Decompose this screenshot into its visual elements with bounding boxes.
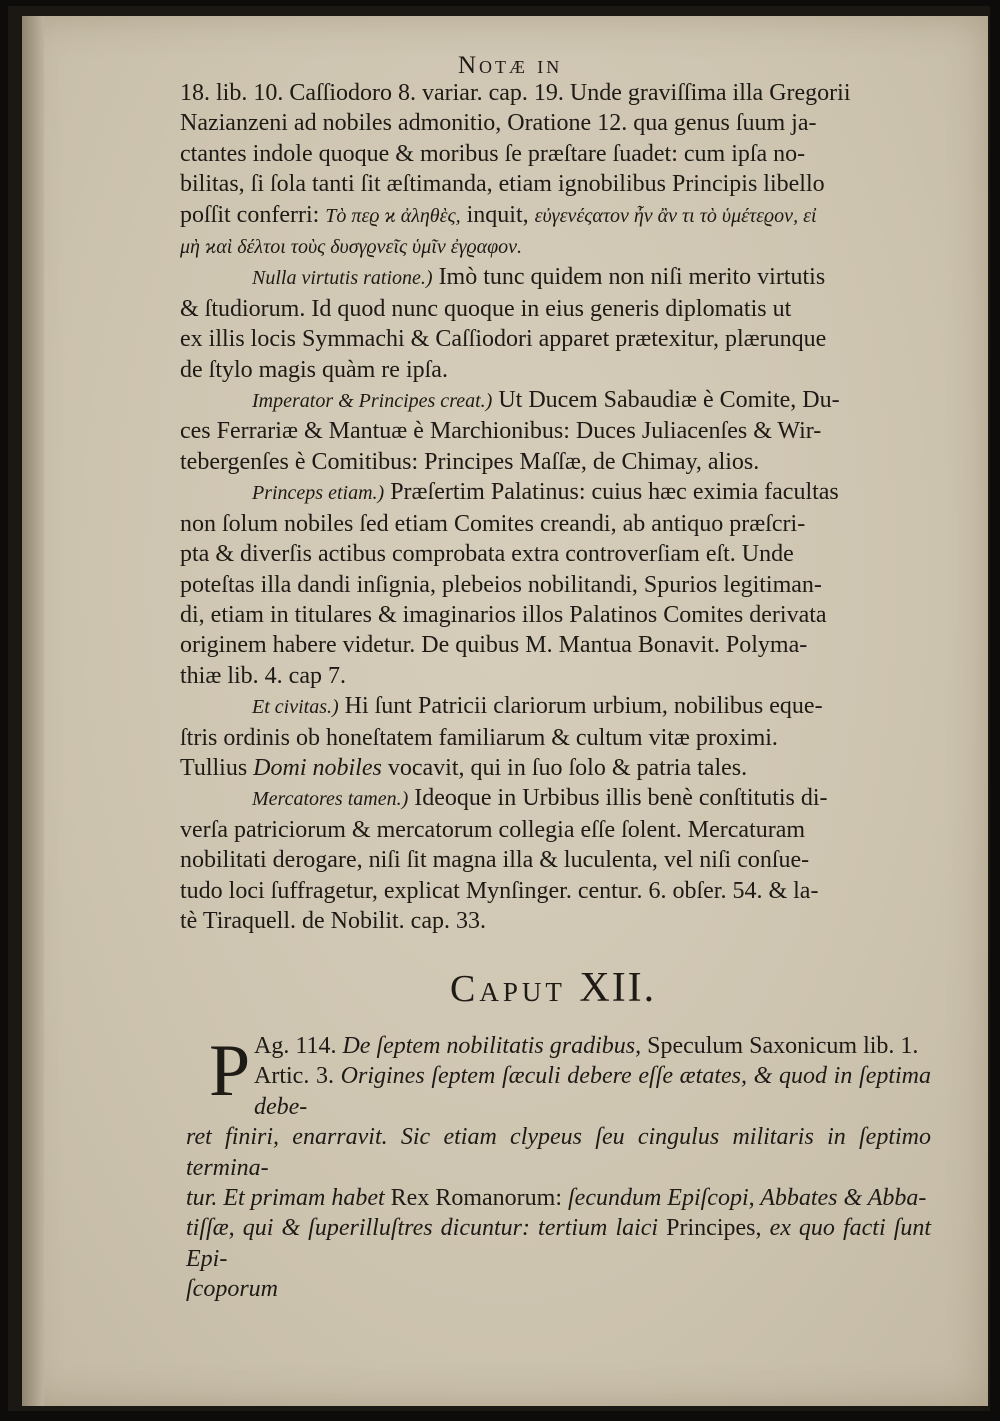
text-line: de ſtylo magis quàm re ipſa. (180, 356, 448, 383)
text-line (186, 1061, 931, 1122)
text-line: tè Tiraquell. de Nobilit. cap. 33. (180, 907, 486, 934)
body-text-section-2 (186, 1031, 931, 1305)
text-line: ces Ferrariæ & Mantuæ è Marchionibus: Duces Juliacenſes & Wir- (180, 418, 822, 445)
italic-fragment: ſecundum Epiſcopi, Abbates & Abba- (568, 1185, 927, 1212)
lemma: Nulla virtutis ratione.) (252, 267, 433, 290)
text-line: Nazianzeni ad nobiles admonitio, Oratione 12. qua genus ſuum ja- (180, 110, 817, 137)
greek-quote: Τὸ πεϱ ϰ ἀληθὲς, (325, 204, 461, 227)
drop-cap: P (209, 1030, 251, 1112)
text-line: ctantes indole quoque & moribus ſe præſtare ſuadet: cum ipſa no- (180, 140, 806, 167)
text-line (180, 262, 930, 293)
lemma: Mercatores tamen.) (252, 788, 409, 811)
text-line: thiæ lib. 4. cap 7. (180, 662, 346, 689)
text-line: poteſtas illa dandi inſignia, plebeios nobilitandi, Spurios legitiman- (180, 571, 822, 598)
text-line: verſa patriciorum & mercatorum collegia eſſe ſolent. Mercaturam (180, 816, 806, 843)
text-line: nobilitati derogare, niſi ſit magna illa & luculenta, vel niſi conſue- (180, 847, 810, 874)
text-line: di, etiam in titulares & imaginarios illos Palatinos Comites derivata (180, 601, 827, 628)
text-line (180, 200, 930, 231)
text-line: tudo loci ſuffragetur, explicat Mynſinger. centur. 6. obſer. 54. & la- (180, 877, 819, 904)
italic-fragment: tiſſæ, qui & ſuperilluſtres dicuntur: tertium laici (186, 1215, 659, 1242)
greek-quote: μὴ ϰαὶ δέλτοι τοὺς δυσγϱνεῖς ὑμῖν ἐγϱαφον. (180, 236, 523, 259)
text-line: pta & diverſis actibus comprobata extra controverſiam eſt. Unde (180, 541, 794, 568)
italic-fragment: ex quo facti ſunt Epi- (186, 1215, 932, 1272)
text-line (180, 753, 930, 783)
text-fragment: Imò tunc quidem non niſi merito virtutis (438, 264, 826, 291)
chapter-heading (450, 964, 656, 1012)
text-line (186, 1213, 931, 1274)
lemma: Imperator & Principes creat.) (252, 390, 493, 413)
lemma: Princeps etiam.) (252, 482, 385, 505)
body-text-section-1 (180, 78, 930, 936)
italic-fragment: tur. Et primam habet (186, 1185, 385, 1212)
text-line (180, 783, 930, 814)
text-line: originem habere videtur. De quibus M. Mantua Bonavit. Polyma- (180, 632, 808, 659)
text-line (180, 231, 930, 262)
chapter-numeral: XII. (579, 965, 657, 1011)
italic-fragment: De ſeptem nobilitatis gradibus, (342, 1033, 642, 1059)
text-line (180, 385, 930, 416)
text-line (180, 477, 930, 508)
text-line (186, 1183, 931, 1213)
text-line (180, 691, 930, 722)
text-fragment: Ag. 114. (254, 1033, 337, 1059)
text-fragment: Artic. 3. (254, 1063, 334, 1090)
text-fragment: Ut Ducem Sabaudiæ è Comite, Du- (498, 387, 840, 414)
text-line: ſtris ordinis ob honeſtatem familiarum & cultum vitæ proximi. (180, 724, 778, 751)
text-fragment: Rex Romanorum: (390, 1185, 562, 1212)
italic-fragment: Domi nobiles (253, 754, 382, 781)
text-line: ret finiri, enarravit. Sic etiam clypeus ſeu cingulus militaris in ſeptimo termina- (186, 1124, 931, 1181)
lemma: Et civitas.) (252, 696, 339, 719)
catchword: ſcoporum (186, 1276, 278, 1303)
text-fragment: Præſertim Palatinus: cuius hæc eximia facultas (390, 479, 839, 506)
text-line: & ſtudiorum. Id quod nunc quoque in eius generis diplomatis ut (180, 295, 792, 322)
text-line: bilitas, ſi ſola tanti ſit æſtimanda, etiam ignobilibus Principis libello (180, 171, 825, 198)
text-fragment: inquit, (466, 201, 529, 228)
text-line (186, 1031, 931, 1061)
greek-quote: εὐγενέςατον ἦν ἂν τι τὸ ὑμέτεϱον, εἰ (534, 204, 817, 227)
italic-fragment: Origines ſeptem ſæculi debere eſſe ætates, & quod in ſeptima debe- (254, 1063, 932, 1120)
chapter-word: Caput (450, 968, 566, 1010)
text-fragment: Ideoque in Urbibus illis benè conſtitutis di- (414, 785, 828, 812)
text-fragment: Principes, (666, 1215, 762, 1242)
text-line: ex illis locis Symmachi & Caſſiodori apparet prætexitur, plærunque (180, 326, 827, 353)
text-fragment: Hi ſunt Patricii clariorum urbium, nobilibus eque- (344, 693, 823, 720)
running-title: Notæ in (458, 52, 563, 79)
text-fragment: vocavit, qui in ſuo ſolo & patria tales. (387, 754, 748, 781)
text-fragment: Tullius (180, 754, 248, 781)
text-line: tebergenſes è Comitibus: Principes Maſſæ, de Chimay, alios. (180, 448, 760, 475)
page-edge (22, 16, 44, 1406)
text-fragment: Speculum Saxonicum lib. 1. (647, 1033, 919, 1059)
text-line: non ſolum nobiles ſed etiam Comites creandi, ab antiquo præſcri- (180, 510, 806, 537)
text-line: 18. lib. 10. Caſſiodoro 8. variar. cap. 19. Unde graviſſima illa Gregorii (180, 80, 851, 106)
text-fragment: poſſit conferri: (180, 201, 320, 228)
